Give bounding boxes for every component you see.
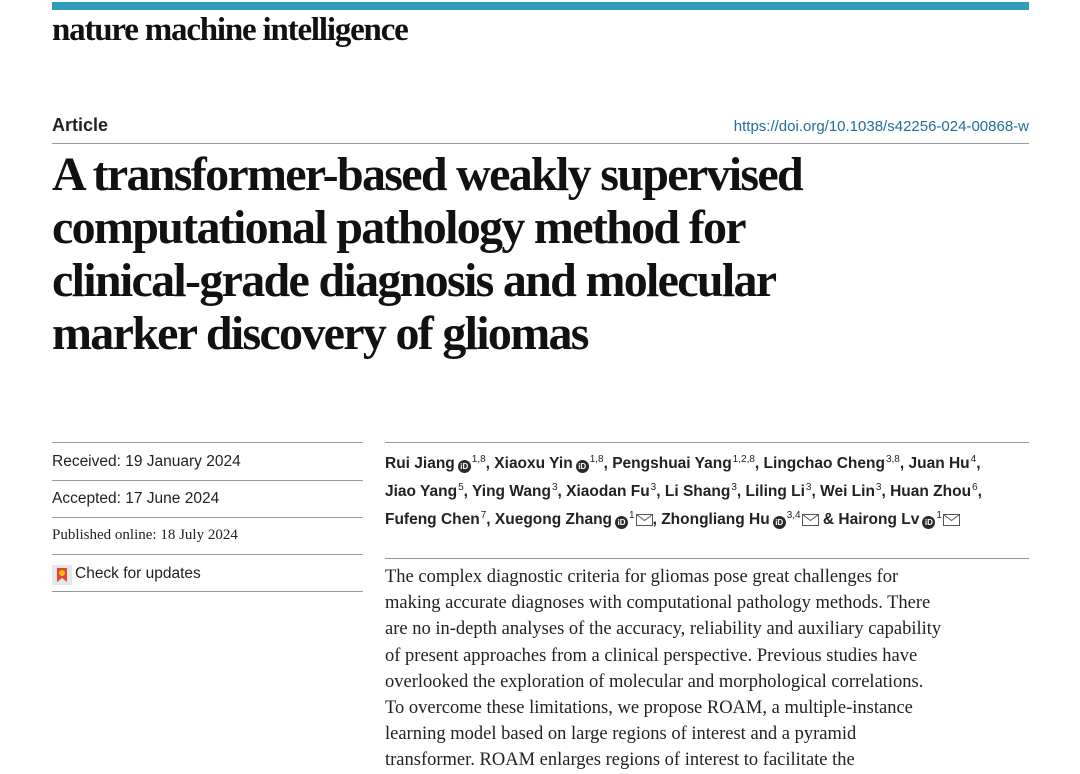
title-line: A transformer-based weakly supervised xyxy=(52,148,802,201)
author-name[interactable]: Lingchao Cheng$^{3,8}$ xyxy=(763,454,900,472)
author-affiliation: 3,8 xyxy=(885,454,900,465)
author-affiliation: 3 xyxy=(731,482,737,493)
author-name[interactable]: Liling Li$^3$ xyxy=(745,482,812,500)
author-name[interactable]: Ying Wang$^3$ xyxy=(472,482,558,500)
orcid-icon[interactable]: iD xyxy=(615,516,628,529)
author-name[interactable]: Pengshuai Yang$^{1,2,8}$ xyxy=(612,454,755,472)
author-name[interactable]: Xiaoxu Yin iD$^{1,8}$ xyxy=(494,454,604,472)
author-name[interactable]: Fufeng Chen$^7$ xyxy=(385,510,487,528)
abstract-line: The complex diagnostic criteria for gliomas pose great challenges for xyxy=(385,567,899,587)
author-affiliation: 5 xyxy=(458,482,464,493)
accepted-row xyxy=(52,480,363,517)
abstract-line: To overcome these limitations, we propose ROAM, a multiple-instance xyxy=(385,698,913,719)
author-name[interactable]: Wei Lin$^3$ xyxy=(820,482,882,500)
author-name[interactable]: Zhongliang Hu iD$^{3,4}$ xyxy=(661,511,818,528)
author-name[interactable]: Rui Jiang iD$^{1,8}$ xyxy=(385,454,486,472)
author-affiliation: 6 xyxy=(972,482,978,493)
author-affiliation: 1,8 xyxy=(471,454,486,465)
published-date: Published online: 18 July 2024 xyxy=(52,527,238,543)
header-divider xyxy=(52,143,1029,144)
abstract-divider xyxy=(385,558,1029,559)
orcid-icon[interactable]: iD xyxy=(922,516,935,529)
abstract-line: are no in-depth analyses of the accuracy, reliability and auxiliary capability xyxy=(385,619,942,640)
author-affiliation: 1,2,8 xyxy=(732,454,755,465)
abstract-line: of present approaches from a clinical perspective. Previous studies have xyxy=(385,645,918,666)
title-line: computational pathology method for xyxy=(52,201,745,254)
article-type: Article xyxy=(52,115,109,135)
author-affiliation: 7 xyxy=(480,510,487,521)
author-name[interactable]: Juan Hu$^4$ xyxy=(908,454,977,472)
author-name[interactable]: Li Shang$^3$ xyxy=(664,482,737,500)
orcid-icon[interactable]: iD xyxy=(576,460,589,473)
check-updates-row[interactable] xyxy=(52,554,363,592)
check-updates-link[interactable]: Check for updates xyxy=(75,565,201,582)
author-affiliation: 1 xyxy=(936,510,942,521)
author-name[interactable]: Hairong Lv iD$^1$ xyxy=(838,511,960,528)
doi-link[interactable]: https://doi.org/10.1038/s42256-024-00868-w xyxy=(733,118,1029,135)
email-icon[interactable] xyxy=(636,514,653,526)
title-line: marker discovery of gliomas xyxy=(52,307,588,360)
author-name[interactable]: Xiaodan Fu$^3$ xyxy=(566,482,657,500)
email-icon[interactable] xyxy=(943,514,960,526)
journal-accent-bar xyxy=(52,2,1029,10)
abstract-line: transformer. ROAM enlarges regions of interest to facilitate the xyxy=(385,750,855,771)
author-name[interactable]: Huan Zhou$^6$ xyxy=(890,482,978,500)
authors-divider xyxy=(385,442,1029,443)
abstract-line: making accurate diagnoses with computational pathology methods. There xyxy=(385,593,931,614)
received-row xyxy=(52,442,363,480)
orcid-icon[interactable]: iD xyxy=(773,516,786,529)
email-icon[interactable] xyxy=(802,514,819,526)
accepted-date: Accepted: 17 June 2024 xyxy=(52,490,220,507)
received-date: Received: 19 January 2024 xyxy=(52,453,241,470)
journal-name[interactable]: nature machine intelligence xyxy=(52,12,408,48)
abstract-line: learning model based on large regions of interest and a pyramid xyxy=(385,724,857,745)
author-affiliation: 4 xyxy=(970,454,977,465)
author-name[interactable]: Jiao Yang$^5$ xyxy=(385,482,464,500)
article-title xyxy=(52,148,1012,360)
abstract xyxy=(385,564,1035,774)
author-affiliation: 3 xyxy=(650,482,657,493)
abstract-line: overlooked the exploration of molecular and morphological correlations. xyxy=(385,671,924,692)
author-affiliation: 3 xyxy=(551,482,558,493)
author-name[interactable]: Xuegong Zhang iD$^1$ xyxy=(495,511,653,528)
author-affiliation: 3 xyxy=(805,482,812,493)
author-affiliation: 3,4 xyxy=(786,510,801,521)
title-line: clinical-grade diagnosis and molecular xyxy=(52,254,776,307)
published-row xyxy=(52,517,363,554)
author-list: Rui Jiang iD$^{1,8}$, Xiaoxu Yin iD$^{1,8}$, Pengshuai Yang$^{1,2,8}$, Lingchao Cheng$^{3,8}$, Juan Hu$^4$, Jiao Yang$^5$, Ying Wang$^3$, Xiaodan Fu$^3$, Li Shang$^3$, Liling Li$^3$, Wei Lin$^3$, Huan Zhou$^6$, Fufeng Chen$^7$, Xuegong Zhang iD$^1$ , Zhongliang Hu iD$^{3,4}$ & Hairong Lv iD$^1$ xyxy=(385,454,982,528)
check-updates-icon xyxy=(52,565,72,585)
orcid-icon[interactable]: iD xyxy=(458,460,471,473)
author-affiliation: 1 xyxy=(629,510,635,521)
author-affiliation: 3 xyxy=(875,482,882,493)
author-affiliation: 1,8 xyxy=(589,454,604,465)
